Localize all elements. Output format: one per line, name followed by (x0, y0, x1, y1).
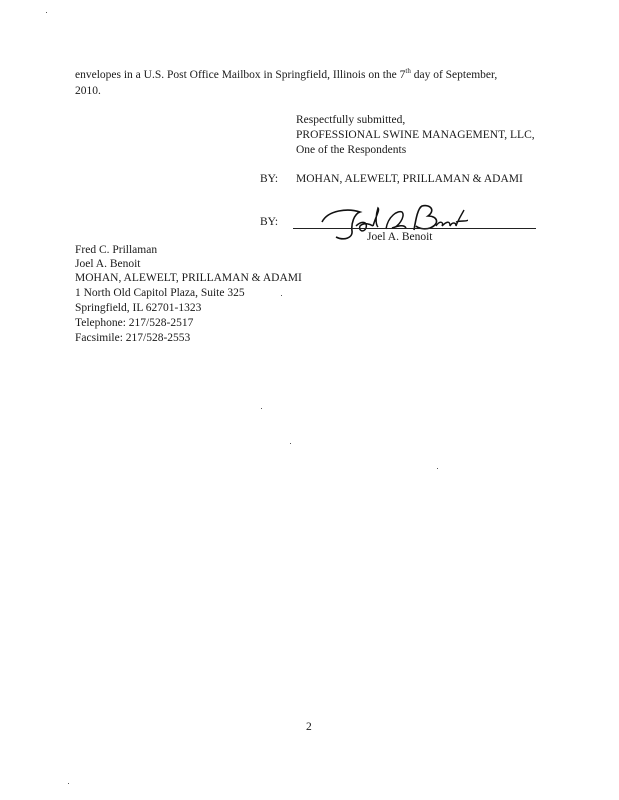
address-line: Fred C. Prillaman (75, 244, 158, 256)
signature-stroke-b (414, 206, 437, 230)
service-text-part: envelopes in a U.S. Post Office Mailbox in Springfield, Illinois on the 7 (75, 69, 406, 81)
address-line: Springfield, IL 62701-1323 (75, 302, 202, 314)
ordinal-suffix: th (405, 67, 411, 76)
scan-speck (281, 295, 282, 296)
scan-speck (261, 408, 262, 409)
signature-line (293, 228, 536, 229)
signature-stroke-l (373, 208, 379, 227)
address-line: MOHAN, ALEWELT, PRILLAMAN & ADAMI (75, 272, 302, 284)
by-label-signature: BY: (260, 216, 279, 228)
scan-speck (437, 468, 438, 469)
signature-stroke-enoit (436, 210, 468, 226)
service-text-line-1 (75, 68, 497, 82)
service-text-part: day of September, (410, 69, 498, 81)
address-line: Joel A. Benoit (75, 258, 141, 270)
by-label-firm: BY: (260, 173, 279, 185)
scan-speck (68, 783, 69, 784)
party-role: One of the Respondents (296, 144, 407, 156)
scan-speck (46, 12, 47, 13)
page-number: 2 (306, 721, 312, 733)
address-line: Telephone: 217/528-2517 (75, 317, 194, 329)
party-name: PROFESSIONAL SWINE MANAGEMENT, LLC, (296, 129, 535, 141)
firm-name: MOHAN, ALEWELT, PRILLAMAN & ADAMI (296, 173, 523, 185)
closing-text: Respectfully submitted, (296, 114, 406, 126)
signer-name: Joel A. Benoit (367, 231, 433, 243)
address-line: Facsimile: 217/528-2553 (75, 332, 191, 344)
address-line: 1 North Old Capitol Plaza, Suite 325 (75, 287, 245, 299)
signature-stroke-a (386, 212, 406, 229)
signature-stroke-j (322, 210, 360, 239)
service-text-line-2: 2010. (75, 85, 101, 97)
scan-speck (290, 443, 291, 444)
